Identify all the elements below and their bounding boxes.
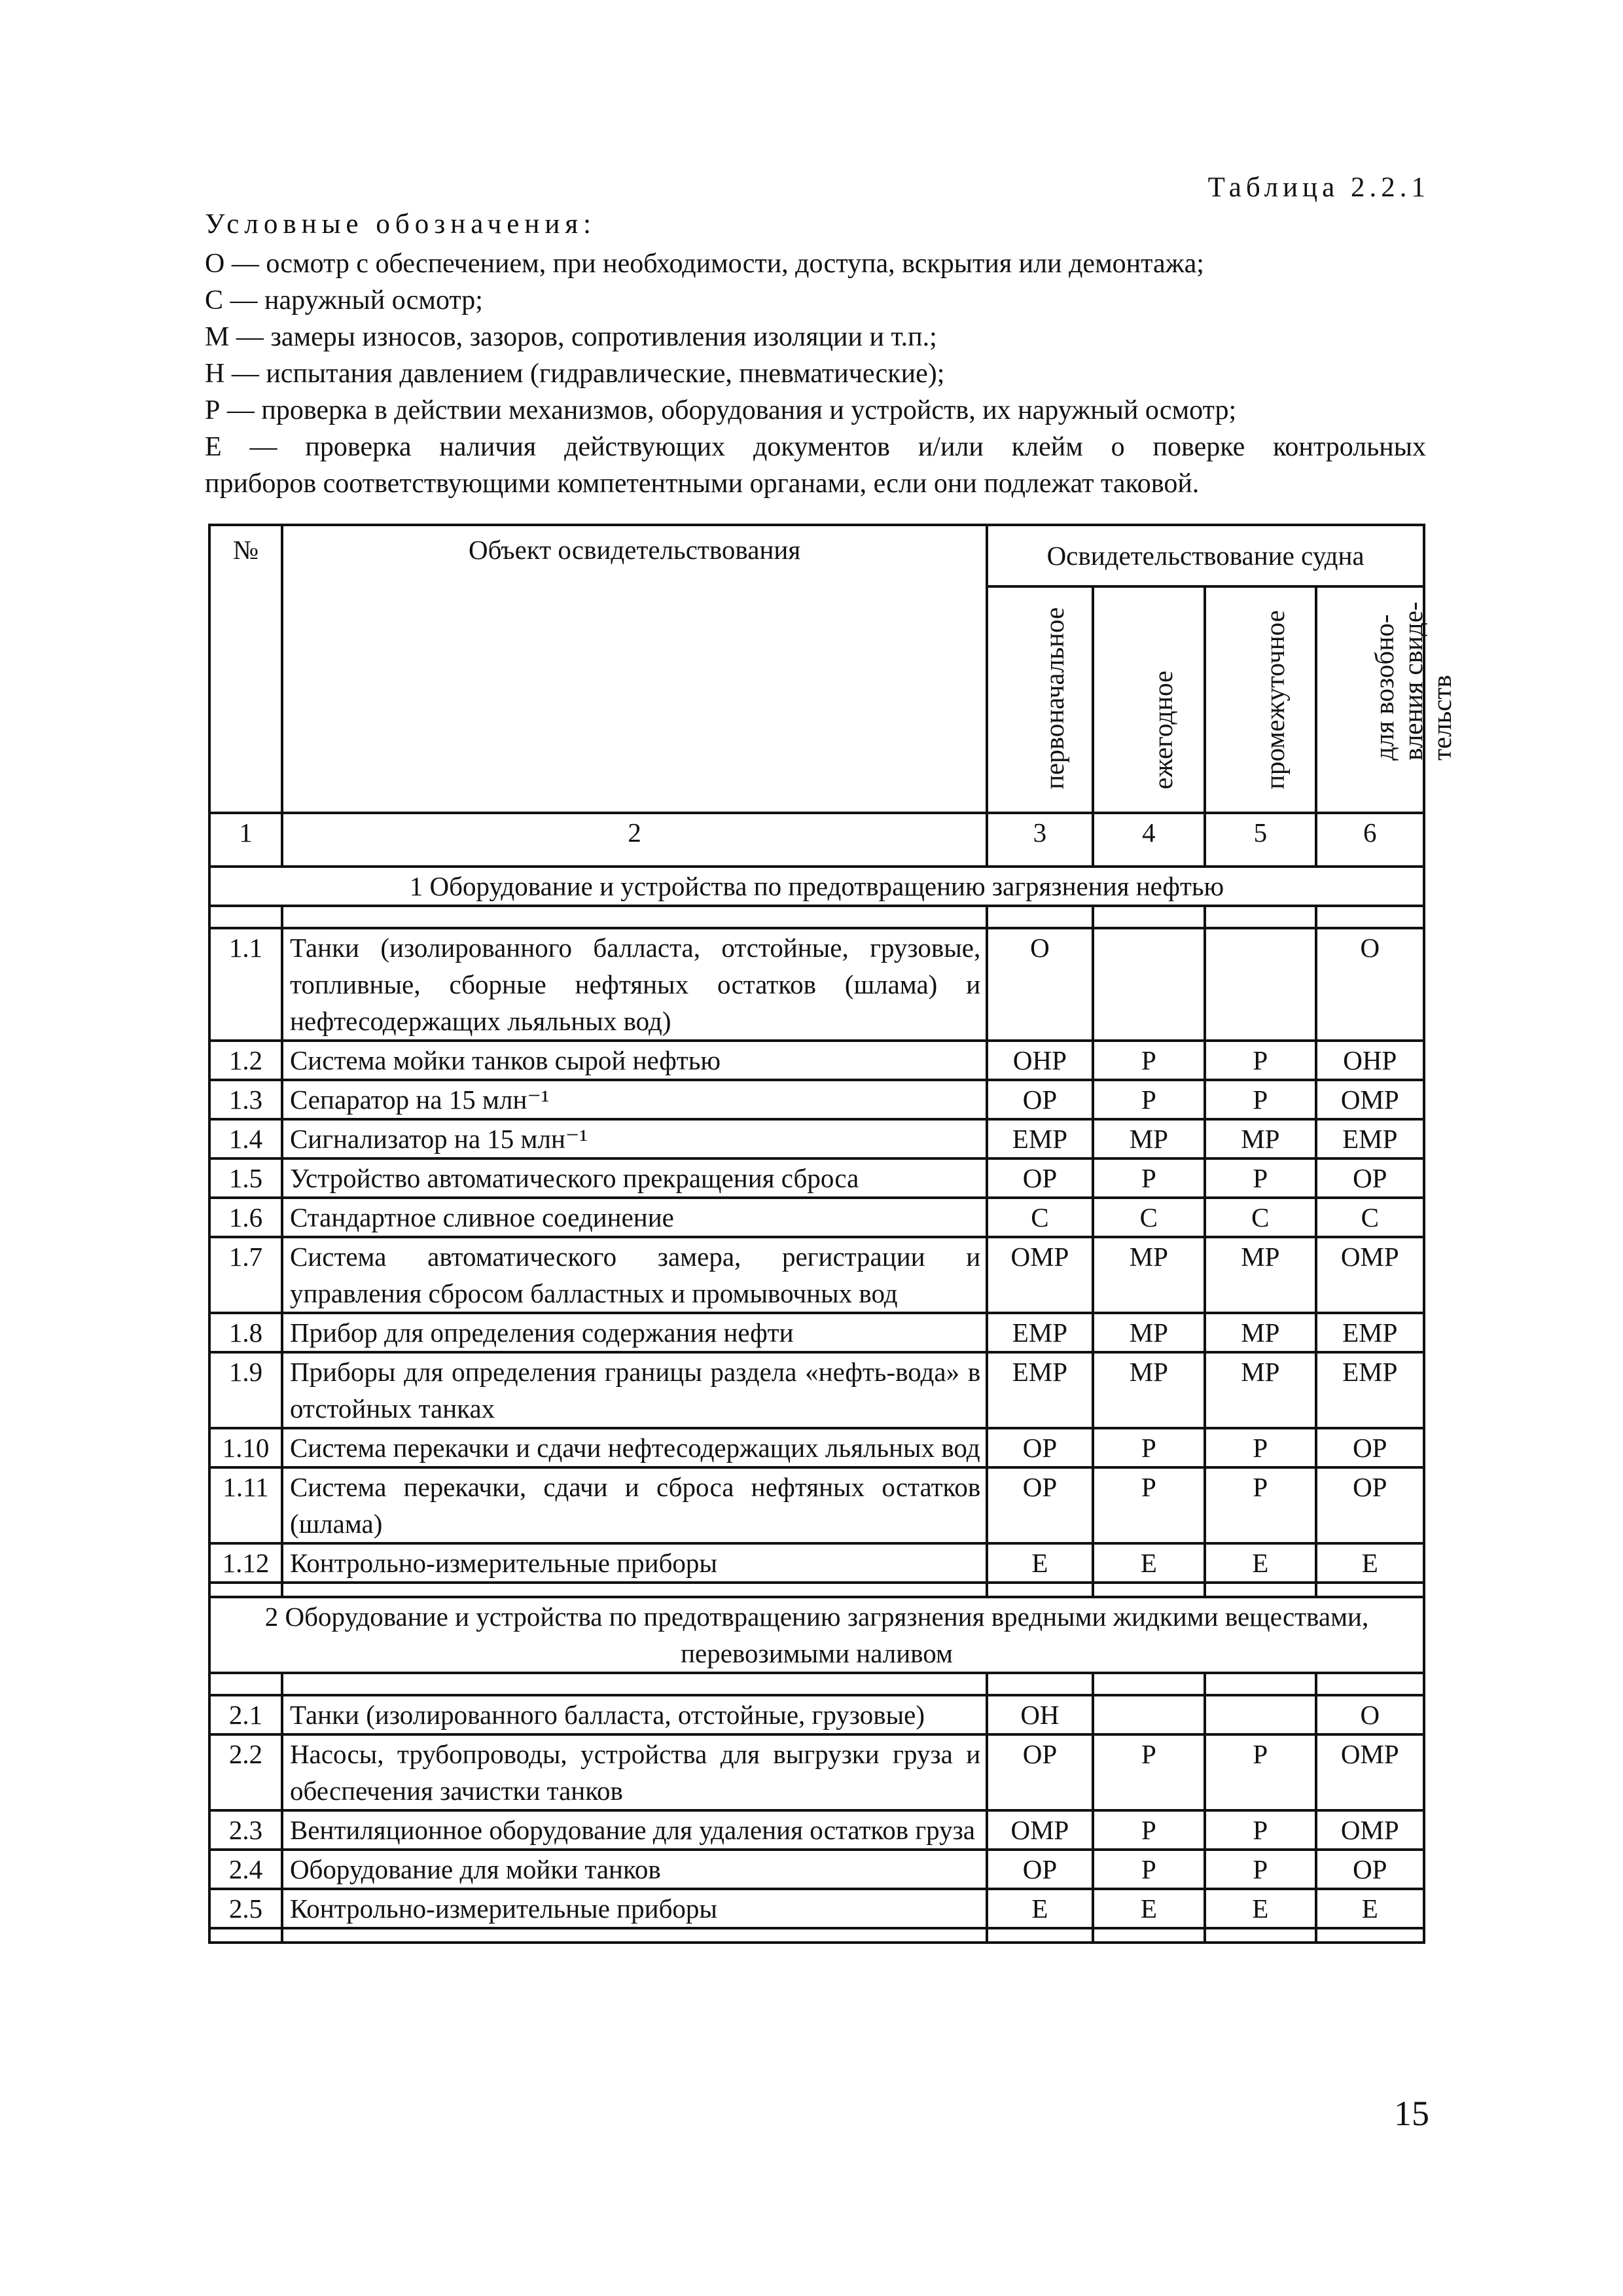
cell-intermediate [1205, 1695, 1315, 1734]
cell-intermediate: Р [1205, 1734, 1315, 1810]
header-object: Объект освидетельствования [282, 525, 987, 813]
column-number: 5 [1205, 813, 1315, 867]
cell-initial: ЕМР [987, 1352, 1092, 1428]
row-object: Сепаратор на 15 млн⁻¹ [282, 1080, 987, 1119]
cell-intermediate: Е [1205, 1889, 1315, 1928]
cell-renewal: Е [1316, 1889, 1424, 1928]
legend-line-o: О — осмотр с обеспечением, при необходимости, доступа, вскрытия или демонтажа; [205, 249, 1204, 279]
cell-initial: ЕМР [987, 1119, 1092, 1158]
legend [205, 245, 1426, 502]
cell-renewal: О [1316, 1695, 1424, 1734]
row-object: Контрольно-измерительные приборы [282, 1889, 987, 1928]
cell-initial: ОР [987, 1158, 1092, 1198]
spacer-cell [987, 1928, 1092, 1943]
column-number: 1 [209, 813, 282, 867]
cell-initial: С [987, 1198, 1092, 1237]
table-row [209, 928, 1424, 1041]
legend-line-c: С — наружный осмотр; [205, 285, 483, 315]
cell-intermediate: МР [1205, 1237, 1315, 1313]
column-number: 6 [1316, 813, 1424, 867]
spacer-cell [209, 906, 282, 928]
spacer-cell [282, 906, 987, 928]
row-object: Стандартное сливное соединение [282, 1198, 987, 1237]
legend-line-e-cont: приборов соответствующими компетентными органами, если они подлежат таковой. [205, 469, 1200, 499]
spacer-cell [1205, 1583, 1315, 1597]
legend-line-m: М — замеры износов, зазоров, сопротивления изоляции и т.п.; [205, 322, 937, 352]
cell-renewal: ЕМР [1316, 1352, 1424, 1428]
spacer-cell [209, 1928, 282, 1943]
cell-annual: Е [1093, 1889, 1205, 1928]
cell-initial: ОР [987, 1080, 1092, 1119]
spacer-cell [987, 906, 1092, 928]
cell-initial: ОР [987, 1428, 1092, 1467]
cell-intermediate: Р [1205, 1041, 1315, 1080]
table-row [209, 1695, 1424, 1734]
cell-annual [1093, 928, 1205, 1041]
row-number: 1.4 [209, 1119, 282, 1158]
cell-annual: Р [1093, 1734, 1205, 1810]
cell-intermediate [1205, 928, 1315, 1041]
cell-initial: ОР [987, 1467, 1092, 1543]
legend-line-e: Е — проверка наличия действующих документов и/или клейм о поверке контрольных [205, 432, 1426, 462]
cell-intermediate: МР [1205, 1352, 1315, 1428]
cell-initial: О [987, 928, 1092, 1041]
cell-initial: ОНР [987, 1041, 1092, 1080]
row-object: Оборудование для мойки танков [282, 1850, 987, 1889]
table-row [209, 1428, 1424, 1467]
spacer-cell [1205, 906, 1315, 928]
spacer-cell [1316, 1673, 1424, 1695]
cell-initial: Е [987, 1543, 1092, 1583]
cell-annual: МР [1093, 1313, 1205, 1352]
cell-renewal: ОР [1316, 1850, 1424, 1889]
table-row [209, 1810, 1424, 1850]
row-object: Система перекачки, сдачи и сброса нефтяных остатков (шлама) [282, 1467, 987, 1543]
cell-intermediate: МР [1205, 1119, 1315, 1158]
header-intermediate: промежуточное [1259, 610, 1290, 789]
row-number: 2.3 [209, 1810, 282, 1850]
cell-intermediate: МР [1205, 1313, 1315, 1352]
header-intermediate-cell [1205, 586, 1315, 813]
cell-renewal: ОМР [1316, 1237, 1424, 1313]
page-number: 15 [1394, 2094, 1429, 2133]
table-header [209, 525, 1457, 867]
header-initial: первоначальное [1039, 607, 1069, 789]
cell-initial: ОР [987, 1734, 1092, 1810]
table-row [209, 1467, 1424, 1543]
section-row [209, 867, 1424, 906]
row-number: 2.5 [209, 1889, 282, 1928]
spacer-cell [1205, 1928, 1315, 1943]
row-object: Система автоматического замера, регистрации и управления сбросом балластных и промывочных вод [282, 1237, 987, 1313]
cell-initial: ОН [987, 1695, 1092, 1734]
spacer-cell [282, 1673, 987, 1695]
cell-annual: Е [1093, 1543, 1205, 1583]
cell-renewal: ЕМР [1316, 1313, 1424, 1352]
column-numbers-row [209, 813, 1424, 867]
header-no: № [209, 525, 282, 813]
table-row [209, 1080, 1424, 1119]
table-row [209, 1313, 1424, 1352]
row-number: 1.12 [209, 1543, 282, 1583]
row-object: Вентиляционное оборудование для удаления остатков груза [282, 1810, 987, 1850]
table-row [209, 1158, 1424, 1198]
spacer-cell [987, 1673, 1092, 1695]
spacer-row [209, 1583, 1424, 1597]
cell-annual: МР [1093, 1352, 1205, 1428]
cell-renewal: ОНР [1316, 1041, 1424, 1080]
row-object: Танки (изолированного балласта, отстойные, грузовые) [282, 1695, 987, 1734]
table-row [209, 1041, 1424, 1080]
table-row [209, 1237, 1424, 1313]
header-renewal: для возобно-вления свиде-тельств [1369, 601, 1457, 761]
cell-annual: МР [1093, 1119, 1205, 1158]
row-object: Контрольно-измерительные приборы [282, 1543, 987, 1583]
header-survey: Освидетельствование судна [987, 525, 1424, 586]
spacer-cell [209, 1673, 282, 1695]
cell-renewal: Е [1316, 1543, 1424, 1583]
spacer-cell [987, 1583, 1092, 1597]
spacer-cell [1093, 906, 1205, 928]
row-object: Танки (изолированного балласта, отстойные, грузовые, топливные, сборные нефтяных остатков (шлама) и нефтесодержащих льяльных вод) [282, 928, 987, 1041]
cell-initial: ОР [987, 1850, 1092, 1889]
column-number: 2 [282, 813, 987, 867]
header-renewal-cell [1316, 586, 1457, 813]
header-initial-cell [987, 586, 1092, 813]
row-number: 1.7 [209, 1237, 282, 1313]
section-title: 1 Оборудование и устройства по предотвращению загрязнения нефтью [209, 867, 1424, 906]
cell-annual: Р [1093, 1158, 1205, 1198]
cell-renewal: ОР [1316, 1428, 1424, 1467]
cell-renewal: ОМР [1316, 1810, 1424, 1850]
table-row [209, 1119, 1424, 1158]
table-row [209, 1352, 1424, 1428]
spacer-cell [1093, 1928, 1205, 1943]
cell-renewal: ОМР [1316, 1734, 1424, 1810]
cell-intermediate: Р [1205, 1467, 1315, 1543]
row-number: 1.6 [209, 1198, 282, 1237]
cell-intermediate: Р [1205, 1428, 1315, 1467]
row-object: Приборы для определения границы раздела «нефть-вода» в отстойных танках [282, 1352, 987, 1428]
column-number: 3 [987, 813, 1092, 867]
table-row [209, 1734, 1424, 1810]
spacer-cell [1316, 906, 1424, 928]
table-row [209, 1543, 1424, 1583]
cell-renewal: ОМР [1316, 1080, 1424, 1119]
cell-renewal: ОР [1316, 1158, 1424, 1198]
spacer-cell [1093, 1583, 1205, 1597]
spacer-cell [1205, 1673, 1315, 1695]
legend-title: Условные обозначения: [205, 209, 597, 240]
cell-annual: Р [1093, 1428, 1205, 1467]
row-number: 1.2 [209, 1041, 282, 1080]
spacer-cell [282, 1583, 987, 1597]
table-row [209, 1889, 1424, 1928]
cell-intermediate: Р [1205, 1850, 1315, 1889]
cell-annual: Р [1093, 1041, 1205, 1080]
row-number: 1.9 [209, 1352, 282, 1428]
cell-initial: ОМР [987, 1810, 1092, 1850]
cell-renewal: ЕМР [1316, 1119, 1424, 1158]
row-number: 1.1 [209, 928, 282, 1041]
legend-line-p: Р — проверка в действии механизмов, оборудования и устройств, их наружный осмотр; [205, 395, 1237, 425]
row-number: 1.11 [209, 1467, 282, 1543]
cell-intermediate: Р [1205, 1810, 1315, 1850]
row-number: 2.1 [209, 1695, 282, 1734]
cell-annual: Р [1093, 1850, 1205, 1889]
row-number: 1.8 [209, 1313, 282, 1352]
spacer-row [209, 1928, 1424, 1943]
row-number: 1.5 [209, 1158, 282, 1198]
cell-intermediate: Р [1205, 1080, 1315, 1119]
column-number: 4 [1093, 813, 1205, 867]
header-annual-cell [1093, 586, 1205, 813]
row-object: Прибор для определения содержания нефти [282, 1313, 987, 1352]
cell-renewal: С [1316, 1198, 1424, 1237]
cell-intermediate: Р [1205, 1158, 1315, 1198]
cell-intermediate: Е [1205, 1543, 1315, 1583]
cell-annual: С [1093, 1198, 1205, 1237]
row-object: Система перекачки и сдачи нефтесодержащих льяльных вод [282, 1428, 987, 1467]
table-row [209, 1198, 1424, 1237]
legend-line-h: Н — испытания давлением (гидравлические, пневматические); [205, 359, 945, 389]
cell-annual: Р [1093, 1467, 1205, 1543]
cell-annual: Р [1093, 1810, 1205, 1850]
cell-initial: ЕМР [987, 1313, 1092, 1352]
table-reference: Таблица 2.2.1 [1207, 172, 1430, 203]
header-annual: ежегодное [1148, 670, 1179, 789]
spacer-row [209, 1673, 1424, 1695]
row-number: 1.10 [209, 1428, 282, 1467]
spacer-cell [1316, 1583, 1424, 1597]
row-number: 2.2 [209, 1734, 282, 1810]
section-title: 2 Оборудование и устройства по предотвращению загрязнения вредными жидкими веществами, перевозимыми наливом [209, 1597, 1424, 1673]
cell-renewal: О [1316, 928, 1424, 1041]
survey-table [208, 524, 1457, 1944]
table-body [209, 867, 1424, 1943]
spacer-cell [1093, 1673, 1205, 1695]
spacer-cell [209, 1583, 282, 1597]
row-object: Сигнализатор на 15 млн⁻¹ [282, 1119, 987, 1158]
cell-intermediate: С [1205, 1198, 1315, 1237]
table-row [209, 1850, 1424, 1889]
cell-renewal: ОР [1316, 1467, 1424, 1543]
spacer-cell [1316, 1928, 1424, 1943]
row-object: Насосы, трубопроводы, устройства для выгрузки груза и обеспечения зачистки танков [282, 1734, 987, 1810]
cell-annual: Р [1093, 1080, 1205, 1119]
cell-initial: Е [987, 1889, 1092, 1928]
row-number: 1.3 [209, 1080, 282, 1119]
cell-initial: ОМР [987, 1237, 1092, 1313]
cell-annual [1093, 1695, 1205, 1734]
row-object: Система мойки танков сырой нефтью [282, 1041, 987, 1080]
section-row [209, 1597, 1424, 1673]
row-number: 2.4 [209, 1850, 282, 1889]
spacer-row [209, 906, 1424, 928]
row-object: Устройство автоматического прекращения сброса [282, 1158, 987, 1198]
spacer-cell [282, 1928, 987, 1943]
cell-annual: МР [1093, 1237, 1205, 1313]
